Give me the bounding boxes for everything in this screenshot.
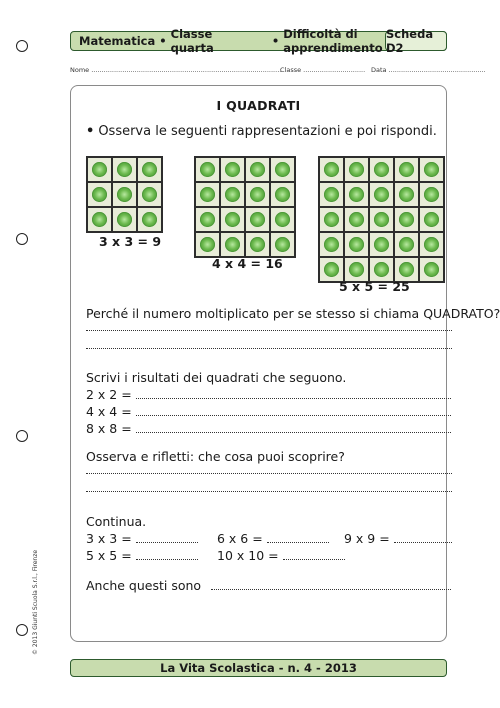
green-dot-icon: [117, 187, 132, 202]
green-dot-icon: [424, 237, 439, 252]
grid-cell: [344, 182, 369, 207]
exercise-item: [217, 531, 329, 546]
grid-cell: [344, 207, 369, 232]
grid-cell: [319, 232, 344, 257]
green-dot-icon: [324, 187, 339, 202]
grid-cell: [195, 182, 220, 207]
grid-cell: [419, 182, 444, 207]
answer-line[interactable]: [136, 397, 451, 399]
green-dot-icon: [92, 162, 107, 177]
binder-hole: [16, 624, 28, 636]
header-bar: [70, 27, 447, 55]
square-equation: 5 x 5 = 25: [339, 279, 410, 294]
class-label: Classe quarta: [170, 27, 214, 55]
green-dot-icon: [399, 237, 414, 252]
grid-cell: [319, 182, 344, 207]
green-dot-icon: [349, 262, 364, 277]
grid-cell: [220, 157, 245, 182]
answer-line[interactable]: [211, 588, 451, 590]
separator-dot: •: [159, 34, 167, 48]
green-dot-icon: [374, 237, 389, 252]
exercise-item: [86, 421, 451, 436]
exercise-label: 9 x 9 =: [344, 531, 390, 546]
grid-cell: [112, 182, 137, 207]
grid-cell: [394, 232, 419, 257]
answer-line[interactable]: [136, 431, 451, 433]
grid-cell: [419, 157, 444, 182]
square-grid-4x4: [194, 156, 296, 258]
answer-line[interactable]: [86, 472, 452, 474]
instruction: [86, 124, 437, 139]
grid-cell: [394, 207, 419, 232]
exercise-label: 8 x 8 =: [86, 421, 132, 436]
exercise-label: 2 x 2 =: [86, 387, 132, 402]
green-dot-icon: [92, 187, 107, 202]
sheet-label: Scheda D2: [385, 31, 447, 51]
grid-cell: [195, 207, 220, 232]
green-dot-icon: [324, 262, 339, 277]
green-dot-icon: [117, 212, 132, 227]
green-dot-icon: [324, 162, 339, 177]
green-dot-icon: [225, 162, 240, 177]
green-dot-icon: [117, 162, 132, 177]
green-dot-icon: [250, 237, 265, 252]
green-dot-icon: [275, 212, 290, 227]
difficulty-label: Difficoltà di apprendimento: [283, 27, 383, 55]
grid-cell: [344, 232, 369, 257]
green-dot-icon: [200, 237, 215, 252]
green-dot-icon: [225, 187, 240, 202]
grid-cell: [87, 207, 112, 232]
instruction-text: Osserva le seguenti rappresentazioni e poi rispondi.: [98, 124, 437, 139]
grid-cell: [137, 207, 162, 232]
worksheet-card: [70, 85, 500, 642]
answer-line[interactable]: [267, 541, 329, 543]
green-dot-icon: [374, 187, 389, 202]
green-dot-icon: [374, 212, 389, 227]
exercise-item: [86, 404, 451, 419]
question-5: [86, 578, 451, 593]
square-equation: 3 x 3 = 9: [99, 234, 162, 249]
grid-cell: [419, 257, 444, 282]
green-dot-icon: [349, 187, 364, 202]
grid-cell: [369, 232, 394, 257]
square-equation: 4 x 4 = 16: [212, 256, 283, 271]
green-dot-icon: [399, 162, 414, 177]
green-dot-icon: [225, 237, 240, 252]
grid-cell: [270, 182, 295, 207]
question-4: Continua.: [86, 514, 147, 529]
grid-cell: [270, 232, 295, 257]
copyright-notice: © 2013 Giunti Scuola S.r.l., Firenze: [32, 549, 39, 655]
grid-cell: [394, 182, 419, 207]
grid-cell: [419, 232, 444, 257]
green-dot-icon: [225, 212, 240, 227]
green-dot-icon: [275, 187, 290, 202]
grid-cell: [87, 157, 112, 182]
green-dot-icon: [324, 237, 339, 252]
exercise-label: 6 x 6 =: [217, 531, 263, 546]
answer-line[interactable]: [86, 490, 452, 492]
exercise-item: [217, 548, 345, 563]
bullet: •: [86, 124, 95, 139]
answer-line[interactable]: [136, 541, 198, 543]
grid-cell: [245, 157, 270, 182]
grid-cell: [270, 157, 295, 182]
grid-cell: [394, 157, 419, 182]
exercise-label: 10 x 10 =: [217, 548, 279, 563]
binder-hole: [16, 430, 28, 442]
answer-line[interactable]: [86, 347, 452, 349]
question-2: Scrivi i risultati dei quadrati che seguono.: [86, 370, 347, 385]
grid-cell: [319, 207, 344, 232]
grid-cell: [220, 182, 245, 207]
exercise-label: 5 x 5 =: [86, 548, 132, 563]
green-dot-icon: [399, 262, 414, 277]
grid-cell: [137, 182, 162, 207]
exercise-item: [86, 548, 198, 563]
subject-label: Matematica: [79, 34, 156, 48]
grid-cell: [245, 232, 270, 257]
grid-cell: [369, 182, 394, 207]
date-field: Data ...............................................: [371, 66, 486, 74]
grid-cell: [87, 182, 112, 207]
green-dot-icon: [200, 162, 215, 177]
green-dot-icon: [424, 262, 439, 277]
question-1: Perché il numero moltiplicato per se stesso si chiama QUADRATO?: [86, 306, 500, 321]
binder-hole: [16, 233, 28, 245]
exercise-label: 4 x 4 =: [86, 404, 132, 419]
green-dot-icon: [142, 187, 157, 202]
grid-cell: [220, 207, 245, 232]
grid-cell: [344, 157, 369, 182]
grid-cell: [195, 157, 220, 182]
separator-dot: •: [271, 34, 280, 48]
exercise-item: [86, 387, 451, 402]
green-dot-icon: [424, 212, 439, 227]
answer-line[interactable]: [283, 558, 345, 560]
green-dot-icon: [200, 187, 215, 202]
question-5-text: Anche questi sono: [86, 578, 202, 593]
square-grid-3x3: [86, 156, 163, 233]
square-grid-5x5: [318, 156, 445, 283]
answer-line[interactable]: [394, 541, 452, 543]
green-dot-icon: [349, 237, 364, 252]
grid-cell: [137, 157, 162, 182]
grid-cell: [245, 207, 270, 232]
exercise-label: 3 x 3 =: [86, 531, 132, 546]
answer-line[interactable]: [86, 329, 452, 331]
green-dot-icon: [399, 187, 414, 202]
green-dot-icon: [349, 212, 364, 227]
green-dot-icon: [92, 212, 107, 227]
green-dot-icon: [424, 162, 439, 177]
green-dot-icon: [399, 212, 414, 227]
grid-cell: [419, 207, 444, 232]
green-dot-icon: [324, 212, 339, 227]
grid-cell: [220, 232, 245, 257]
green-dot-icon: [200, 212, 215, 227]
grid-cell: [112, 157, 137, 182]
green-dot-icon: [250, 187, 265, 202]
green-dot-icon: [142, 162, 157, 177]
grid-cell: [319, 157, 344, 182]
grid-cell: [245, 182, 270, 207]
green-dot-icon: [250, 162, 265, 177]
exercise-item: [86, 531, 198, 546]
green-dot-icon: [275, 237, 290, 252]
footer-bar: La Vita Scolastica - n. 4 - 2013: [70, 659, 447, 677]
green-dot-icon: [142, 212, 157, 227]
green-dot-icon: [374, 262, 389, 277]
class-field: Classe ..............................: [280, 66, 366, 74]
green-dot-icon: [275, 162, 290, 177]
question-3: Osserva e rifletti: che cosa puoi scoprire?: [86, 449, 345, 464]
green-dot-icon: [349, 162, 364, 177]
exercise-item: [344, 531, 452, 546]
grid-cell: [369, 207, 394, 232]
green-dot-icon: [250, 212, 265, 227]
grid-cell: [112, 207, 137, 232]
grid-cell: [270, 207, 295, 232]
name-field: Nome ............................................................................................: [70, 66, 282, 74]
green-dot-icon: [424, 187, 439, 202]
grid-cell: [195, 232, 220, 257]
answer-line[interactable]: [136, 558, 198, 560]
answer-line[interactable]: [136, 414, 451, 416]
grid-cell: [369, 157, 394, 182]
green-dot-icon: [374, 162, 389, 177]
worksheet-title: I QUADRATI: [216, 98, 301, 113]
binder-hole: [16, 40, 28, 52]
